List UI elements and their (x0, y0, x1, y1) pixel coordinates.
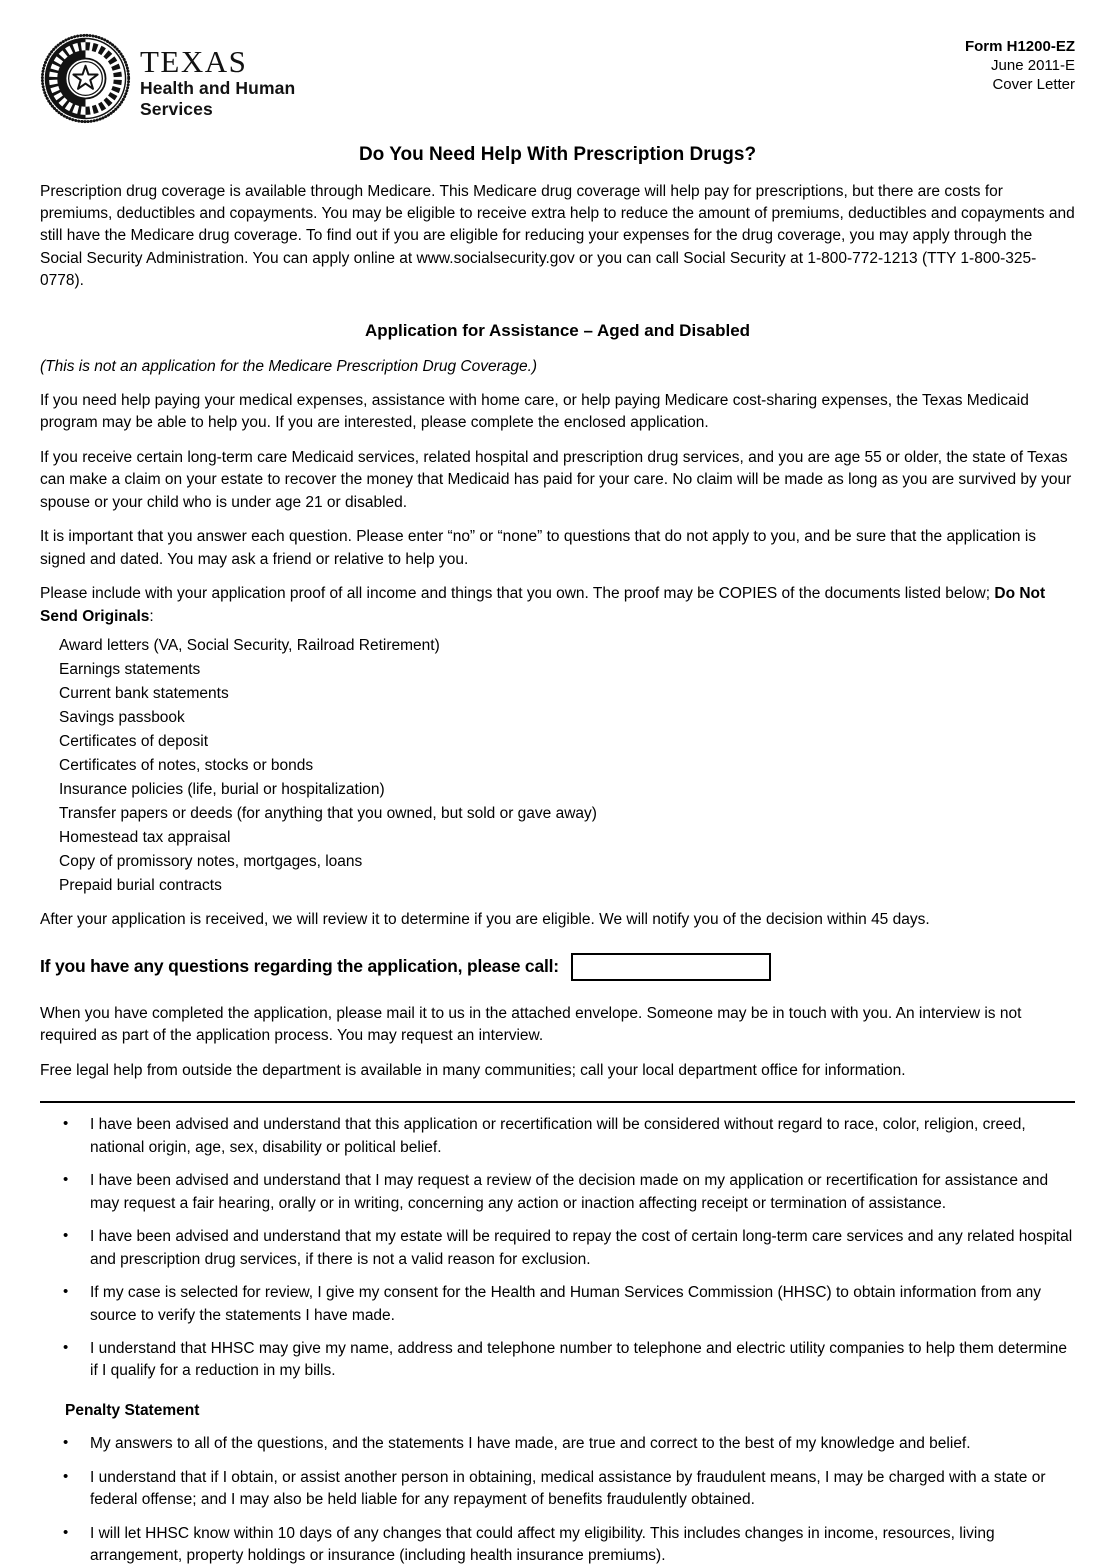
document-list-item: Prepaid burial contracts (59, 876, 222, 894)
document-list-item: Earnings statements (59, 661, 201, 679)
document-list-item: Copy of promissory notes, mortgages, loans (59, 852, 363, 870)
org-name (140, 38, 295, 120)
documents-lead-bold: Do Not Send Originals (40, 585, 1046, 625)
questions-call-label: If you have any questions regarding the application, please call: (40, 956, 559, 977)
document-list-item: Insurance policies (life, burial or hospitalization) (59, 781, 385, 799)
documents-lead-suffix: : (149, 607, 154, 625)
closing-paragraph-2: Free legal help from outside the department is available in many communities; call your local department office for information. (40, 1061, 906, 1079)
document-list-item: Certificates of deposit (59, 733, 209, 751)
texas-state-seal-icon (40, 33, 131, 124)
page-title: Do You Need Help With Prescription Drugs? (358, 144, 757, 165)
advisement-item: • If my case is selected for review, I give my consent for the Health and Human Services Commission (HHSC) to obtain information from any source to verify the statements I have made. (40, 1282, 1075, 1327)
document-list-item: Homestead tax appraisal (59, 828, 231, 846)
advisement-item: • I have been advised and understand that I may request a review of the decision made on my application or recertification for assistance and may request a fair hearing, orally or in writing, concerning any action or inaction affecting receipt or termination of assistance. (40, 1170, 1075, 1215)
advisement-item: • I understand that HHSC may give my name, address and telephone number to telephone and electric utility companies to help them determine if I qualify for a reduction in my bills. (40, 1338, 1075, 1383)
penalty-statement-heading: Penalty Statement (65, 1401, 200, 1419)
org-name-line1: Health and Human (140, 78, 296, 99)
form-info (965, 33, 1075, 94)
form-number: Form H1200-EZ (964, 38, 1075, 55)
org-name-texas: TEXAS (140, 43, 248, 79)
page-header (40, 33, 1075, 124)
penalty-item: • I understand that if I obtain, or assist another person in obtaining, medical assistance by fraudulent means, I may be charged with a state or federal offense; and I may also be held liable for any repayment of benefits fraudulently obtained. (40, 1467, 1075, 1512)
advisements-list (40, 1114, 1075, 1383)
document-list-item: Current bank statements (59, 685, 229, 703)
section-divider (40, 1101, 1075, 1103)
penalty-item: • I will let HHSC know within 10 days of any changes that could affect my eligibility. This includes changes in income, resources, living arrangement, property holdings or insurance (including health insurance premiums). (40, 1523, 1075, 1568)
phone-number-input[interactable] (571, 953, 771, 981)
document-list-item: Award letters (VA, Social Security, Railroad Retirement) (59, 637, 440, 655)
document-list-item: Certificates of notes, stocks or bonds (59, 757, 314, 775)
texas-hhs-logo (40, 33, 295, 124)
not-medicare-note: (This is not an application for the Medicare Prescription Drug Coverage.) (40, 357, 538, 375)
advisement-item: • I have been advised and understand that this application or recertification will be considered without regard to race, color, religion, creed, national origin, age, sex, disability or political belief. (40, 1114, 1075, 1159)
review-note: After your application is received, we will review it to determine if you are eligible. We will notify you of the decision within 45 days. (40, 911, 930, 929)
penalty-item: • My answers to all of the questions, and the statements I have made, are true and correct to the best of my knowledge and belief. (40, 1433, 1075, 1455)
org-name-line2: Services (140, 98, 213, 119)
form-date: June 2011-E (991, 56, 1075, 74)
closing-paragraph-1: When you have completed the application, please mail it to us in the attached envelope. Someone may be in touch with you. An interview is not required as part of the application process. You may request an interview. (40, 1004, 1022, 1045)
document-list-item: Transfer papers or deeds (for anything that you owned, but sold or gave away) (59, 805, 597, 822)
documents-lead (40, 583, 1075, 628)
intro-paragraph: Prescription drug coverage is available through Medicare. This Medicare drug coverage will help pay for prescriptions, but there are costs for premiums, deductibles and copayments. You may be eligible to receive extra help to reduce the amount of premiums, deductibles and copayments and still have the Medicare drug coverage. To find out if you are eligible for reducing your expenses for the drug coverage, you may apply through the Social Security Administration. You can apply online at www.socialsecurity.gov or you can call Social Security at 1-800-772-1213 (TTY 1-800-325-0778). (40, 182, 1075, 290)
application-paragraph-3: It is important that you answer each question. Please enter “no” or “none” to questions that do not apply to you, and be sure that the application is signed and dated. You may ask a friend or relative to help you. (40, 528, 1037, 568)
questions-call-row (40, 953, 1075, 981)
form-type: Cover Letter (992, 75, 1075, 93)
documents-list (59, 635, 1075, 897)
application-paragraph-1: If you need help paying your medical expenses, assistance with home care, or help paying Medicare cost-sharing expenses, the Texas Medicaid program may be able to help you. If you are interested, please complete the enclosed application. (40, 392, 1029, 432)
advisement-item: • I have been advised and understand that my estate will be required to repay the cost of certain long-term care services and any related hospital and prescription drug services, if there is not a valid reason for exclusion. (40, 1226, 1075, 1271)
document-list-item: Savings passbook (59, 709, 185, 727)
application-heading: Application for Assistance – Aged and Disabled (364, 320, 751, 340)
documents-lead-text: Please include with your application proof of all income and things that you own. The proof may be COPIES of the documents listed below; (40, 585, 995, 603)
application-paragraph-2: If you receive certain long-term care Medicaid services, related hospital and prescription drug services, and you are age 55 or older, the state of Texas can make a claim on your estate to recover the money that Medicaid has paid for your care. No claim will be made as long as you are survived by your spouse or your child who is under age 21 or disabled. (40, 448, 1072, 511)
penalty-list (40, 1433, 1075, 1567)
